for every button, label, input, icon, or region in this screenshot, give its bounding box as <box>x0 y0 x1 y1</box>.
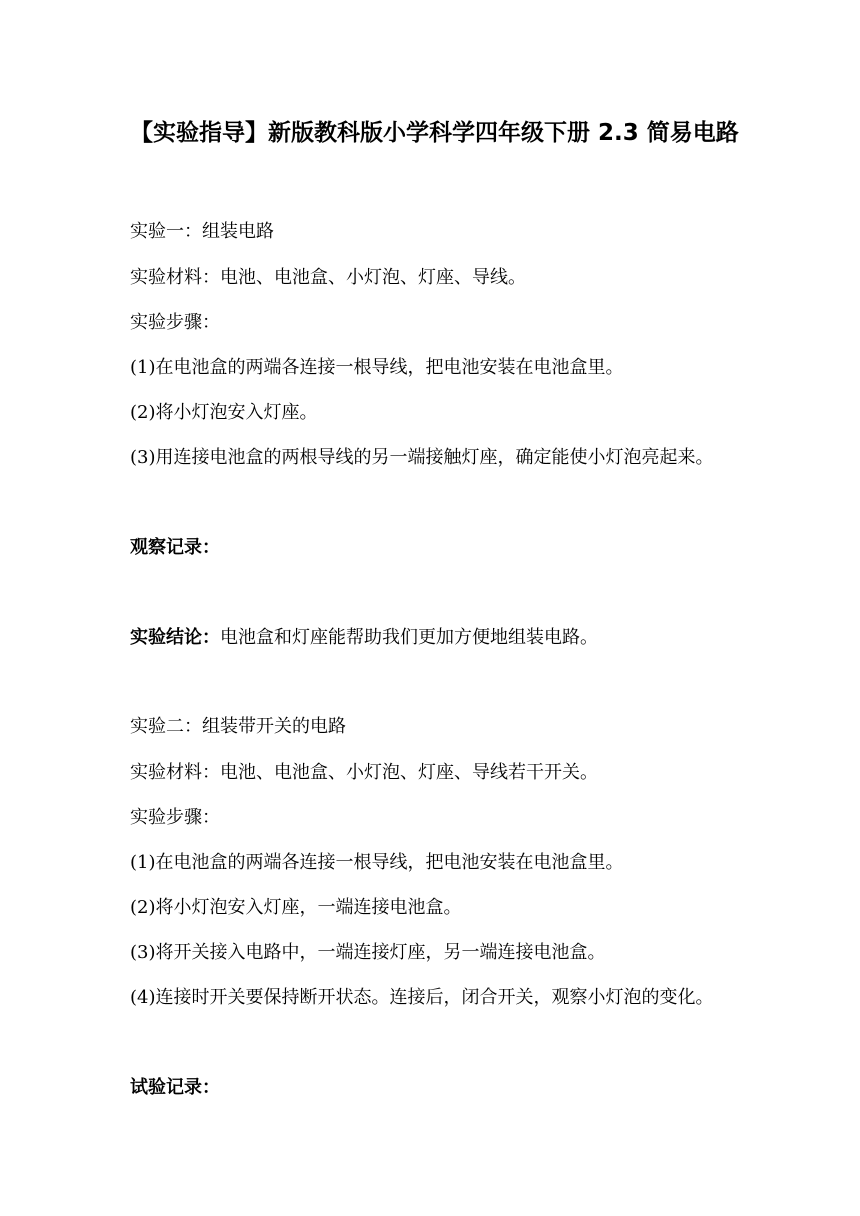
document-title: 【实验指导】新版教科版小学科学四年级下册 2.3 简易电路 <box>130 120 739 146</box>
experiment1-observation-label: 观察记录： <box>130 537 220 558</box>
experiment2-record-label: 试验记录： <box>130 1077 220 1098</box>
experiment2-step-3: (3)将开关接入电路中，一端连接灯座，另一端连接电池盒。 <box>130 942 606 963</box>
experiment1-conclusion-text: 电池盒和灯座能帮助我们更加方便地组装电路。 <box>220 627 598 648</box>
experiment1-step-2: (2)将小灯泡安入灯座。 <box>130 402 318 423</box>
experiment2-steps-label: 实验步骤： <box>130 807 220 828</box>
experiment1-conclusion-label: 实验结论： <box>130 627 220 648</box>
experiment1-step-1: (1)在电池盒的两端各连接一根导线，把电池安装在电池盒里。 <box>130 357 624 378</box>
experiment2-heading: 实验二：组装带开关的电路 <box>130 716 346 737</box>
experiment1-materials: 实验材料：电池、电池盒、小灯泡、灯座、导线。 <box>130 267 526 288</box>
experiment2-step-1: (1)在电池盒的两端各连接一根导线，把电池安装在电池盒里。 <box>130 852 624 873</box>
experiment2-materials: 实验材料：电池、电池盒、小灯泡、灯座、导线若干开关。 <box>130 762 598 783</box>
experiment1-step-3: (3)用连接电池盒的两根导线的另一端接触灯座，确定能使小灯泡亮起来。 <box>130 447 714 468</box>
experiment2-step-4: (4)连接时开关要保持断开状态。连接后，闭合开关，观察小灯泡的变化。 <box>130 987 714 1008</box>
experiment1-heading: 实验一：组装电路 <box>130 221 274 242</box>
experiment2-step-2: (2)将小灯泡安入灯座，一端连接电池盒。 <box>130 897 462 918</box>
experiment1-conclusion <box>130 615 740 661</box>
experiment1-steps-label: 实验步骤： <box>130 312 220 333</box>
